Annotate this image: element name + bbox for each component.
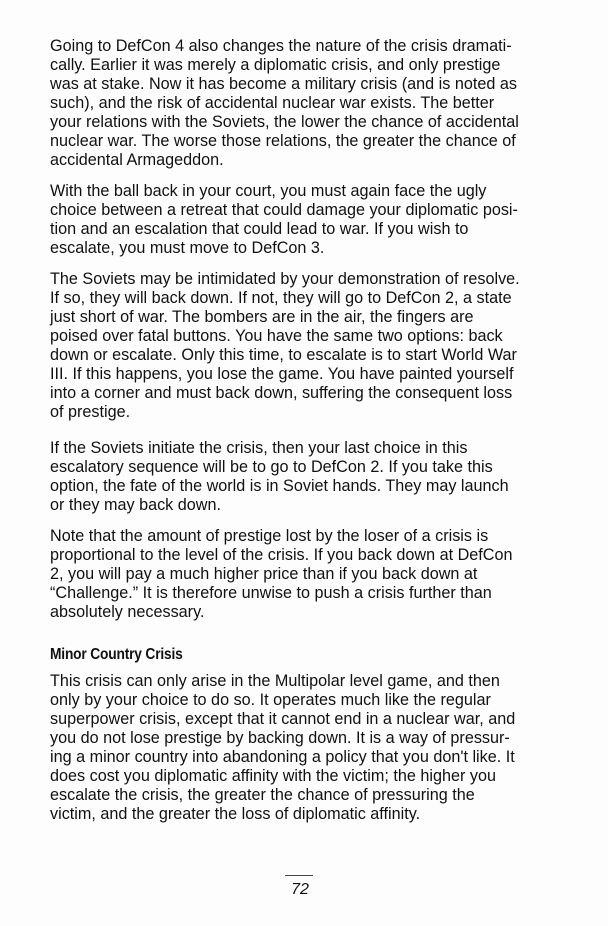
text-line: tion and an escalation that could lead to war. If you wish to (50, 220, 469, 238)
text-line: such), and the risk of accidental nuclear war exists. The better (50, 94, 495, 112)
text-line: If the Soviets initiate the crisis, then your last choice in this (50, 439, 468, 457)
text-line: does cost you diplomatic affinity with the victim; the higher you (50, 767, 496, 785)
text-line: Note that the amount of prestige lost by the loser of a crisis is (50, 527, 489, 545)
text-line: nuclear war. The worse those relations, the greater the chance of (50, 132, 516, 150)
text-line: escalate, you must move to DefCon 3. (50, 239, 325, 257)
text-line: choice between a retreat that could damage your diplomatic posi- (50, 201, 518, 219)
text-line: 2, you will pay a much higher price than if you back down at (50, 565, 478, 583)
text-line: proportional to the level of the crisis. If you back down at DefCon (50, 546, 513, 564)
text-line: you do not lose prestige by backing down. It is a way of pressur- (50, 729, 510, 747)
text-line: If so, they will back down. If not, they will go to DefCon 2, a state (50, 289, 512, 307)
text-line: escalatory sequence will be to go to DefCon 2. If you take this (50, 458, 493, 476)
paragraph-prestige-lost (50, 527, 555, 622)
section-heading: Minor Country Crisis (50, 646, 183, 663)
paragraph-minor-country-crisis (50, 672, 555, 824)
text-line: just short of war. The bombers are in the air, the fingers are (50, 308, 474, 326)
text-line: or they may back down. (50, 496, 221, 514)
text-line: your relations with the Soviets, the lower the chance of accidental (50, 113, 519, 131)
text-line: victim, and the greater the loss of diplomatic affinity. (50, 805, 421, 823)
text-line: accidental Armageddon. (50, 151, 224, 169)
text-line: Going to DefCon 4 also changes the nature of the crisis dramati- (50, 37, 512, 55)
paragraph-defcon-4 (50, 37, 555, 170)
text-line: into a corner and must back down, suffering the consequent loss (50, 384, 513, 402)
text-line: only by your choice to do so. It operates much like the regular (50, 691, 491, 709)
paragraph-ball-in-court (50, 182, 555, 258)
paragraph-soviets-initiate (50, 439, 555, 515)
text-line: option, the fate of the world is in Soviet hands. They may launch (50, 477, 509, 495)
text-line: With the ball back in your court, you must again face the ugly (50, 182, 487, 200)
text-line: The Soviets may be intimidated by your demonstration of resolve. (50, 270, 520, 288)
text-line: superpower crisis, except that it cannot end in a nuclear war, and (50, 710, 516, 728)
page-number-rule (285, 875, 313, 876)
page-number: 72 (291, 881, 309, 898)
text-line: III. If this happens, you lose the game. You have painted yourself (50, 365, 514, 383)
text-line: ing a minor country into abandoning a policy that you don't like. It (50, 748, 515, 766)
text-line: down or escalate. Only this time, to escalate is to start World War (50, 346, 517, 364)
text-line: was at stake. Now it has become a military crisis (and is noted as (50, 75, 517, 93)
paragraph-soviets-intimidated (50, 270, 555, 422)
text-line: This crisis can only arise in the Multipolar level game, and then (50, 672, 500, 690)
text-line: cally. Earlier it was merely a diplomatic crisis, and only prestige (50, 56, 501, 74)
text-line: of prestige. (50, 403, 131, 421)
text-line: “Challenge.” It is therefore unwise to push a crisis further than (50, 584, 492, 602)
text-line: absolutely necessary. (50, 603, 205, 621)
text-line: poised over fatal buttons. You have the same two options: back (50, 327, 503, 345)
text-line: escalate the crisis, the greater the chance of pressuring the (50, 786, 475, 804)
